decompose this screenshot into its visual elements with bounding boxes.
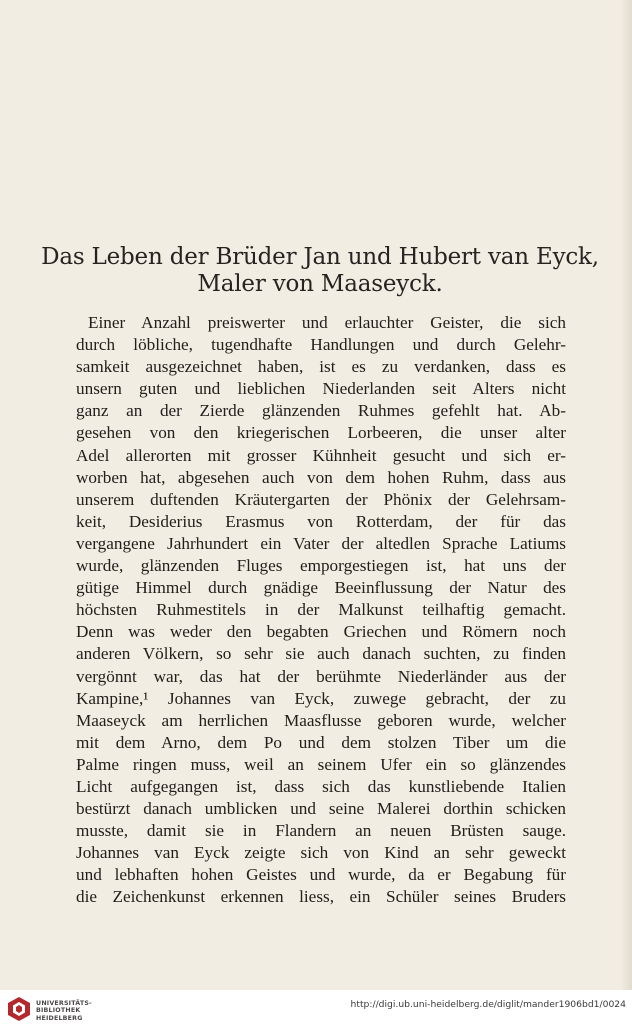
text-line: Licht aufgegangen ist, dass sich das kunstliebende Italien — [76, 776, 566, 796]
library-name — [36, 1000, 92, 1022]
text-line: Maaseyck am herrlichen Maasflusse geboren wurde, welcher — [76, 710, 566, 730]
text-line: anderen Völkern, so sehr sie auch danach suchten, zu finden — [76, 644, 566, 664]
text-line: unserem duftenden Kräutergarten der Phönix der Gelehrsam- — [76, 489, 566, 509]
text-line: gesehen von den kriegerischen Lorbeeren, die unser alter — [76, 423, 566, 443]
text-line: vergönnt war, das hat der berühmte Niederländer aus der — [76, 666, 566, 686]
text-line: bestürzt danach umblicken und seine Malerei dorthin schicken — [76, 799, 566, 819]
text-line: wurde, glänzenden Fluges emporgestiegen ist, hat uns der — [76, 556, 566, 576]
text-line: Denn was weder den begabten Griechen und Römern noch — [76, 622, 566, 642]
text-line: die Zeichenkunst erkennen liess, ein Schüler seines Bruders — [76, 887, 566, 907]
digitization-footer — [0, 990, 632, 1036]
chapter-title-line-1: Das Leben der Brüder Jan und Hubert van Eyck, — [41, 244, 599, 270]
university-library-logo-icon — [6, 996, 32, 1022]
page-edge-shadow — [622, 0, 632, 990]
text-line: Adel allerorten mit grosser Kühnheit gesucht und sich er- — [76, 445, 566, 465]
text-line: Kampine,¹ Johannes van Eyck, zuwege gebracht, der zu — [76, 688, 566, 708]
text-line: gütige Himmel durch gnädige Beeinflussung der Natur des — [76, 578, 566, 598]
text-line: Johannes van Eyck zeigte sich von Kind an sehr geweckt — [76, 843, 566, 863]
text-line: keit, Desiderius Erasmus von Rotterdam, der für das — [76, 511, 566, 531]
text-line: mit dem Arno, dem Po und dem stolzen Tiber um die — [76, 732, 566, 752]
text-line: samkeit ausgezeichnet haben, ist es zu verdanken, dass es — [76, 357, 566, 377]
text-line: worben hat, abgesehen auch von dem hohen Ruhm, dass aus — [76, 467, 566, 487]
text-line: unsern guten und lieblichen Niederlanden seit Alters nicht — [76, 379, 566, 399]
text-line: vergangene Jahrhundert ein Vater der altedlen Sprache Latiums — [76, 533, 566, 553]
library-name-line: HEIDELBERG — [36, 1014, 83, 1022]
text-line: Einer Anzahl preiswerter und erlauchter Geister, die sich — [88, 313, 566, 332]
text-line: durch löbliche, tugendhafte Handlungen und durch Gelehr- — [76, 335, 566, 355]
text-line: und lebhaften hohen Geistes und wurde, da er Begabung für — [76, 865, 566, 885]
text-line: Palme ringen muss, weil an seinem Ufer ein so glänzendes — [76, 754, 566, 774]
text-line: höchsten Ruhmestitels in der Malkunst teilhaftig gemacht. — [76, 600, 566, 620]
text-line: musste, damit sie in Flandern an neuen Brüsten sauge. — [76, 821, 566, 841]
library-name-line: BIBLIOTHEK — [36, 1007, 81, 1015]
body-paragraph — [76, 312, 566, 909]
chapter-title-line-2: Maler von Maaseyck. — [197, 271, 443, 297]
library-name-line: UNIVERSITÄTS- — [36, 1000, 92, 1007]
text-line: ganz an der Zierde glänzenden Ruhmes gefehlt hat. Ab- — [76, 401, 566, 421]
source-url-link[interactable]: http://digi.ub.uni-heidelberg.de/diglit/mander1906bd1/0024 — [350, 999, 626, 1010]
